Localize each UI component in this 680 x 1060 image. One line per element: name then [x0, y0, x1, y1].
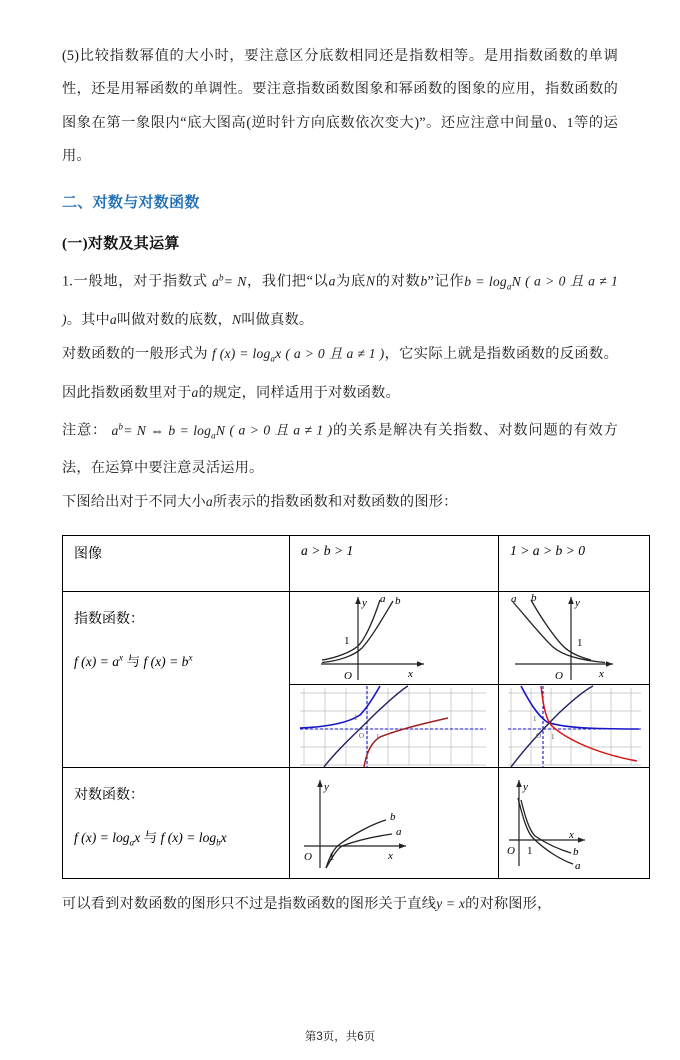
grid-increasing-svg: [296, 685, 493, 767]
curve-label-b: b: [389, 811, 395, 824]
x-axis-arrow: [606, 661, 613, 667]
label-origin: O: [506, 845, 515, 858]
paragraph-log-general-form: [62, 337, 618, 410]
log-eq1-rest: x: [134, 830, 141, 846]
p2-condition: ( a > 0 且 a ≠ 1 ): [285, 346, 385, 362]
p1-condition: ( a > 0 且 a ≠ 1 ): [62, 273, 619, 328]
figure-logarithm-increasing: [290, 768, 499, 879]
paragraph-closing: [62, 887, 618, 921]
p1-eq1-exponent: b: [219, 272, 224, 282]
p1-eq2-main: b = log: [464, 273, 507, 289]
curve-logarithm: [541, 686, 637, 761]
row-label-exponential: [63, 592, 290, 768]
p1-eq1-rest: = N: [223, 273, 247, 289]
exp-eq-join: 与: [126, 654, 141, 670]
curve-logarithm: [364, 718, 448, 767]
row-label-logarithm: [63, 768, 290, 879]
p2-eq-rest: x: [275, 346, 282, 362]
p2-eq-main: f (x) = log: [212, 346, 271, 362]
page-footer: 第3页，共6页: [304, 1031, 376, 1043]
p2-formula: [212, 346, 282, 364]
table-header-row: [63, 536, 650, 592]
axis-label-x: x: [407, 668, 413, 681]
table-row-logarithm: [63, 768, 650, 879]
p2-text-a: 对数函数的一般形式为: [62, 346, 209, 363]
grid-lines: [300, 688, 486, 765]
label-one-x: 1: [375, 733, 379, 742]
p3-label-note: 注意：: [62, 422, 108, 439]
curve-a: [513, 602, 605, 663]
figure-grid-decreasing: [499, 685, 650, 768]
curve-b: [531, 600, 591, 660]
p3-eq-base: a: [111, 422, 119, 438]
y-axis-arrow: [516, 780, 522, 787]
table-header-case-2: [499, 536, 650, 592]
curve-label-a: a: [379, 593, 385, 606]
paragraph-5-tail: 等的运用。: [62, 115, 619, 164]
p5-formula-yx: y = x: [436, 896, 466, 912]
paragraph-item-5: [62, 40, 618, 173]
label-intercept-one: 1: [576, 637, 582, 650]
axis-label-x: x: [568, 829, 574, 842]
label-origin: O: [303, 851, 312, 864]
p3-eq-exponent: b: [118, 420, 124, 431]
p1-var-a2: a: [109, 312, 117, 328]
curve-label-a: a: [574, 860, 580, 873]
p3-text-b: 的关系是解决有关指数、对数问题的有效方法，在运算中要注意灵活运用。: [62, 422, 618, 477]
exp-eq2: f (x) = b: [143, 654, 189, 670]
y-axis-arrow: [317, 780, 323, 787]
log-decreasing-svg: [505, 768, 644, 878]
label-intercept-one: 1: [526, 845, 532, 858]
p4-text-a: 下图给出对于不同大小: [62, 494, 206, 511]
paragraph-5-value-zero: 0: [544, 115, 552, 130]
p4-text-b: 所表示的指数函数和对数函数的图形：: [212, 494, 458, 511]
grid-decreasing-svg: [505, 685, 644, 767]
curve-label-a: a: [395, 826, 401, 839]
section-heading-logarithms: 二、对数与对数函数: [62, 195, 200, 211]
paragraph-5-number: (5): [62, 48, 80, 64]
axis-label-y: y: [361, 597, 367, 610]
table-row-exponential-curves: [63, 592, 650, 685]
axis-label-y: y: [522, 781, 528, 794]
axis-label-x: x: [598, 668, 604, 681]
log-label-title: 对数函数：: [74, 788, 144, 804]
axis-label-x: x: [387, 850, 393, 863]
p1-eq2-rest: N: [511, 273, 521, 289]
log-increasing-svg: [296, 768, 493, 878]
table-header-image: 图像: [63, 536, 290, 592]
label-origin: O: [554, 670, 563, 683]
x-axis-arrow: [578, 837, 585, 843]
p3-eq-subscript: a: [211, 430, 216, 441]
exp-label-equation: [74, 650, 289, 670]
curve-a: [322, 600, 380, 660]
table-header-case-1: [290, 536, 499, 592]
exp-label-title: 指数函数：: [74, 612, 144, 628]
exp-increasing-svg: [296, 592, 493, 684]
p1-text-h: 叫做真数。: [241, 312, 314, 329]
p1-formula-exponential: [212, 274, 246, 289]
p1-var-n2: N: [232, 312, 242, 328]
subsection-heading-log-operations: (一)对数及其运算: [62, 236, 180, 252]
exp-eq2-sup: x: [188, 652, 193, 663]
x-axis-arrow: [417, 661, 424, 667]
label-origin: O: [358, 732, 364, 741]
log-eq1: f (x) = log: [74, 830, 130, 846]
label-one-x: 1: [550, 733, 554, 742]
p5-text-a: 可以看到对数函数的图形只不过是指数函数的图形关于直线: [62, 896, 437, 913]
label-one-y: 1: [353, 714, 357, 723]
paragraph-5-value-one: 1: [566, 115, 574, 130]
p2-var-a: a: [191, 384, 199, 400]
label-origin: O: [535, 732, 541, 741]
p1-text-a: 1.一般地，对于指数式: [62, 273, 208, 290]
p1-var-a: a: [328, 273, 336, 289]
p1-text-d: 的对数: [375, 273, 421, 290]
y-axis-arrow: [355, 597, 361, 604]
exp-eq1: f (x) = a: [74, 654, 120, 670]
p1-eq1-base: a: [212, 273, 220, 289]
log-eq1-sub: a: [129, 837, 135, 848]
curve-b: [326, 820, 386, 868]
figure-grid-increasing: [290, 685, 499, 768]
label-one-y: 1: [532, 715, 536, 724]
p3-eq-mid: = N ⇔ b = log: [123, 422, 212, 438]
exp-decreasing-svg: [505, 592, 644, 684]
function-comparison-table: [62, 535, 650, 879]
exp-eq1-sup: x: [119, 652, 124, 663]
p3-condition: ( a > 0 且 a ≠ 1 ): [229, 422, 333, 438]
p1-text-g: 叫做对数的底数，: [116, 312, 233, 329]
curve-a: [326, 834, 392, 868]
p1-formula-log: [464, 273, 521, 292]
label-origin: O: [343, 670, 352, 683]
p1-text-f: 。其中: [66, 312, 110, 329]
figure-logarithm-decreasing: [499, 768, 650, 879]
p1-var-n: N: [365, 273, 376, 289]
p3-eq-tail: N: [215, 422, 226, 438]
curve-label-b: b: [530, 592, 536, 605]
paragraph-note: [62, 410, 618, 485]
figure-exponential-increasing: [290, 592, 499, 685]
p1-text-b: ，我们把“以: [246, 273, 329, 290]
log-eq-join: 与: [143, 830, 158, 846]
paragraph-figure-intro: [62, 485, 618, 519]
p1-var-b: b: [420, 273, 428, 289]
log-label-equation: [74, 826, 289, 848]
p2-eq-subscript: a: [270, 353, 276, 364]
paragraph-5-separator: 、: [551, 115, 567, 131]
axis-label-y: y: [574, 597, 580, 610]
p3-formula-equivalence: [111, 420, 226, 441]
log-eq2-rest: x: [220, 830, 227, 846]
x-axis-arrow: [399, 843, 406, 849]
axis-label-y: y: [323, 781, 329, 794]
curve-label-b: b: [394, 595, 400, 608]
p2-text-c: 的规定，同样适用于对数函数。: [198, 384, 400, 401]
curve-exponential: [521, 686, 639, 729]
y-axis-arrow: [568, 597, 574, 604]
label-intercept-one: 1: [343, 635, 349, 648]
paragraph-5-text: 比较指数幂值的大小时，要注意区分底数相同还是指数相等。是用指数函数的单调性，还是用幂函数的单调性。要注意指数函数图象和幂函数的图象的应用，指数函数的图象在第一象限内“底大图高(逆时针方向底数依次变大)”。还应注意中间量: [62, 48, 618, 131]
line-identity: [324, 686, 408, 767]
p5-text-b: 的对称图形，: [465, 896, 552, 913]
label-intercept-one: 1: [328, 851, 334, 864]
curve-label-a: a: [510, 593, 516, 606]
figure-exponential-decreasing: [499, 592, 650, 685]
p4-var-a: a: [205, 494, 213, 510]
header-condition-1-gt-a-gt-b-gt-0: 1 > a > b > 0: [510, 543, 586, 559]
p2-text-b: ，它实际上就是指数函数的反函数。因此指数函数里对于: [62, 346, 618, 401]
p1-text-e: ”记作: [427, 273, 465, 290]
log-eq2-sub: b: [216, 837, 221, 848]
p1-text-c: 为底: [335, 273, 366, 290]
p1-eq2-subscript: a: [506, 281, 512, 292]
log-eq2: f (x) = log: [160, 830, 217, 846]
paragraph-definition: [62, 261, 618, 337]
curve-label-b: b: [572, 846, 578, 859]
header-condition-a-gt-b-gt-1: a > b > 1: [301, 543, 354, 559]
